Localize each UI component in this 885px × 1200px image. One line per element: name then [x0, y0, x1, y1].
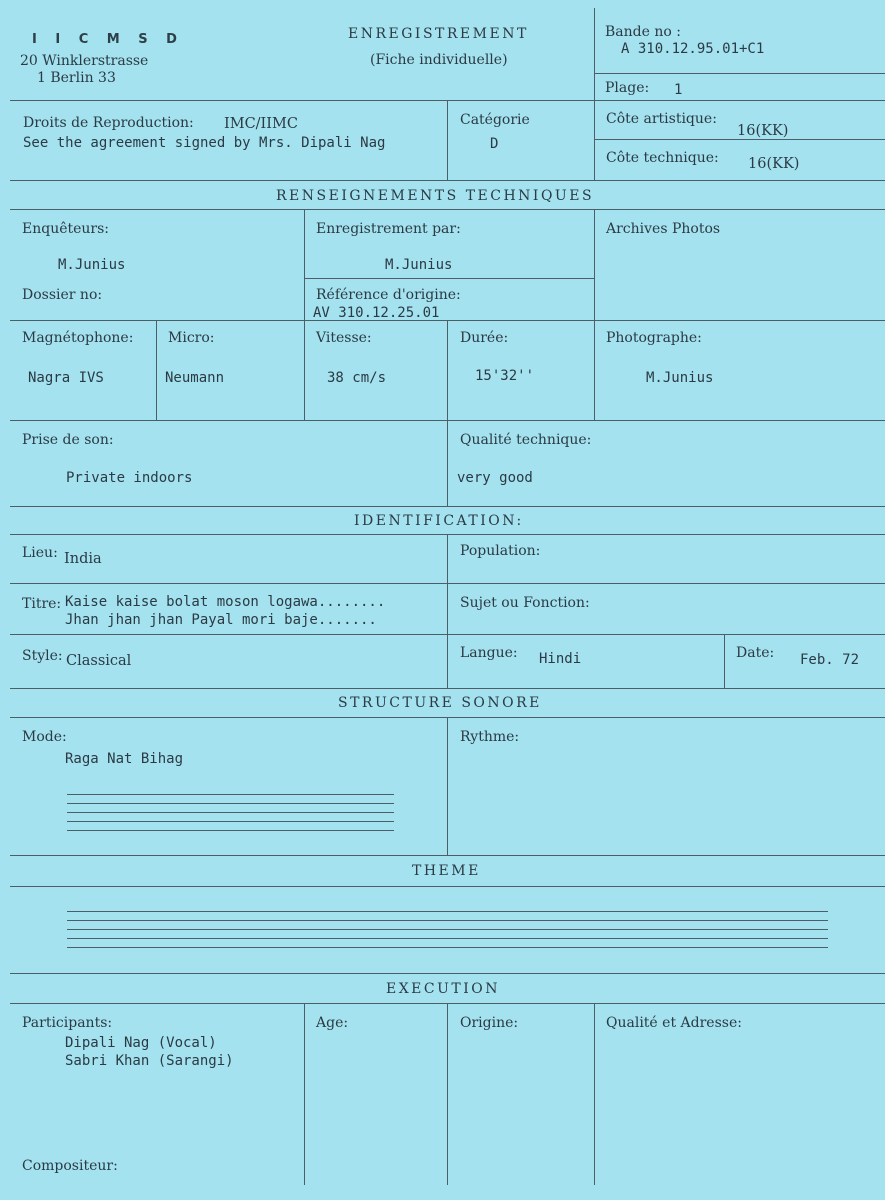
style-label: Style: — [22, 648, 63, 664]
origine-label: Origine: — [460, 1015, 519, 1031]
magnetophone-value: Nagra IVS — [28, 370, 104, 386]
magnetophone-label: Magnétophone: — [22, 330, 134, 346]
divider — [304, 1003, 305, 1185]
cote-artistique-value: 16(KK) — [737, 123, 789, 139]
cote-artistique-label: Côte artistique: — [606, 111, 717, 127]
vitesse-value: 38 cm/s — [327, 370, 387, 386]
divider — [594, 8, 595, 100]
qualite-technique-label: Qualité technique: — [460, 432, 592, 448]
lieu-label: Lieu: — [22, 545, 58, 561]
photographe-label: Photographe: — [606, 330, 702, 346]
style-value: Classical — [66, 653, 132, 669]
divider — [304, 278, 594, 279]
divider — [67, 794, 394, 795]
population-label: Population: — [460, 543, 541, 559]
micro-label: Micro: — [168, 330, 215, 346]
enqueteurs-value: M.Junius — [58, 257, 126, 273]
participants-label: Participants: — [22, 1015, 113, 1031]
enregistrement-par-value: M.Junius — [385, 257, 453, 273]
plage-label: Plage: — [605, 80, 650, 96]
divider — [10, 855, 885, 856]
address-line-2: 1 Berlin 33 — [37, 70, 116, 86]
duree-value: 15'32'' — [475, 368, 535, 384]
divider — [67, 821, 394, 822]
divider — [67, 947, 828, 948]
divider — [10, 506, 885, 507]
section-title-theme: THEME — [412, 863, 481, 879]
divider — [594, 209, 595, 420]
qualite-adresse-label: Qualité et Adresse: — [606, 1015, 742, 1031]
photographe-value: M.Junius — [646, 370, 714, 386]
section-title-technical: RENSEIGNEMENTS TECHNIQUES — [276, 188, 595, 204]
titre-label: Titre: — [22, 596, 62, 612]
mode-label: Mode: — [22, 729, 67, 745]
divider — [10, 634, 885, 635]
enregistrement-par-label: Enregistrement par: — [316, 221, 461, 237]
reference-label: Référence d'origine: — [316, 287, 461, 303]
categorie-label: Catégorie — [460, 112, 530, 128]
mode-value: Raga Nat Bihag — [65, 751, 184, 767]
dossier-label: Dossier no: — [22, 287, 103, 303]
divider — [447, 534, 448, 688]
droits-value: IMC/IIMC — [224, 116, 298, 132]
form-title: ENREGISTREMENT — [348, 26, 529, 42]
qualite-technique-value: very good — [457, 470, 533, 486]
vitesse-label: Vitesse: — [316, 330, 372, 346]
divider — [724, 634, 725, 688]
rythme-label: Rythme: — [460, 729, 520, 745]
date-label: Date: — [736, 645, 775, 661]
prise-de-son-value: Private indoors — [66, 470, 193, 486]
divider — [10, 209, 885, 210]
prise-de-son-label: Prise de son: — [22, 432, 114, 448]
divider — [10, 973, 885, 974]
langue-value: Hindi — [539, 651, 582, 667]
divider — [67, 911, 828, 912]
divider — [447, 320, 448, 420]
divider — [447, 420, 448, 506]
divider — [67, 830, 394, 831]
divider — [594, 100, 595, 180]
duree-label: Durée: — [460, 330, 509, 346]
divider — [447, 1003, 448, 1185]
bande-value: A 310.12.95.01+C1 — [621, 41, 765, 57]
participant-1: Dipali Nag (Vocal) — [65, 1035, 217, 1051]
categorie-value: D — [490, 136, 499, 152]
divider — [594, 1003, 595, 1185]
institution-logo: I I C M S D — [32, 32, 184, 47]
sujet-label: Sujet ou Fonction: — [460, 595, 590, 611]
age-label: Age: — [316, 1015, 349, 1031]
date-value: Feb. 72 — [800, 652, 860, 668]
divider — [10, 688, 885, 689]
divider — [67, 803, 394, 804]
divider — [156, 320, 157, 420]
archives-photos-label: Archives Photos — [606, 221, 721, 237]
enqueteurs-label: Enquêteurs: — [22, 221, 110, 237]
droits-label: Droits de Reproduction: — [23, 115, 194, 131]
divider — [67, 812, 394, 813]
titre-line-2: Jhan jhan jhan Payal mori baje....... — [65, 612, 377, 628]
divider — [594, 73, 885, 74]
micro-value: Neumann — [165, 370, 225, 386]
divider — [67, 920, 828, 921]
participant-2: Sabri Khan (Sarangi) — [65, 1053, 234, 1069]
address-line-1: 20 Winklerstrasse — [20, 53, 149, 69]
section-title-identification: IDENTIFICATION: — [354, 513, 524, 529]
agreement-note: See the agreement signed by Mrs. Dipali Nag — [23, 135, 386, 151]
divider — [10, 180, 885, 181]
lieu-value: India — [64, 551, 102, 567]
divider — [10, 886, 885, 887]
plage-value: 1 — [674, 82, 683, 98]
divider — [67, 929, 828, 930]
compositeur-label: Compositeur: — [22, 1158, 118, 1174]
cote-technique-value: 16(KK) — [748, 156, 800, 172]
titre-line-1: Kaise kaise bolat moson logawa........ — [65, 594, 386, 610]
section-title-execution: EXECUTION — [386, 981, 501, 997]
section-title-structure: STRUCTURE SONORE — [338, 695, 542, 711]
divider — [447, 100, 448, 180]
divider — [10, 583, 885, 584]
bande-label: Bande no : — [605, 24, 681, 40]
divider — [304, 209, 305, 420]
langue-label: Langue: — [460, 645, 518, 661]
form-subtitle: (Fiche individuelle) — [370, 52, 508, 68]
cote-technique-label: Côte technique: — [606, 150, 719, 166]
divider — [67, 938, 828, 939]
divider — [447, 717, 448, 855]
reference-value: AV 310.12.25.01 — [313, 305, 440, 321]
